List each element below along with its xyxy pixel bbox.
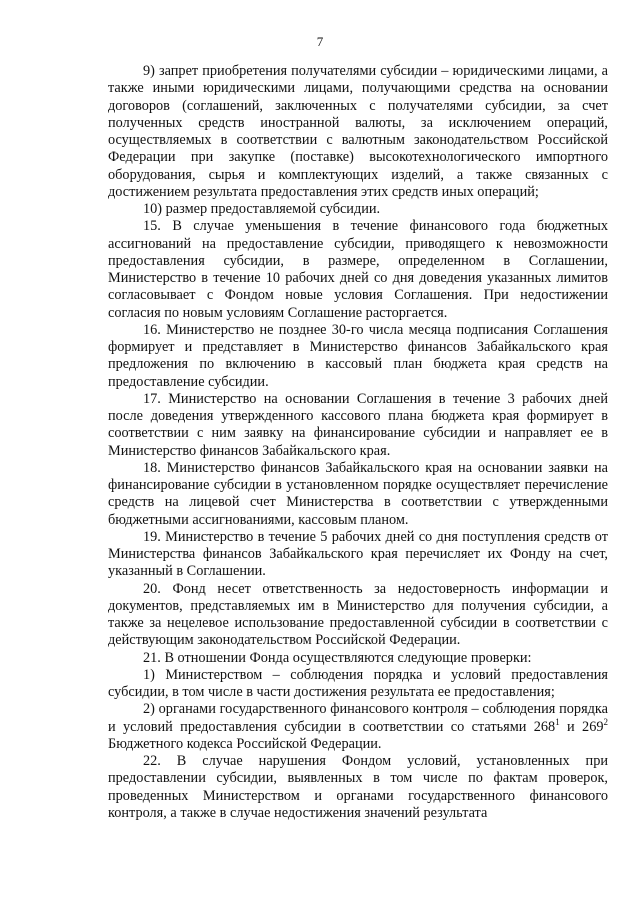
paragraph-21-1-ministry-inspection: 1) Министерством – соблюдения порядка и условий предоставления субсидии, в том числе в части достижения результата ее предоставления; bbox=[108, 666, 608, 700]
article-superscript-2: 2 bbox=[603, 716, 608, 727]
paragraph-16-cash-plan-proposals: 16. Министерство не позднее 30-го числа месяца подписания Соглашения формирует и представляет в Министерство финансов Забайкальского края предложения по включению в кассовый план бюджета края средств на предоставление субсидии. bbox=[108, 321, 608, 390]
article-superscript-1: 1 bbox=[555, 716, 560, 727]
paragraph-15-budget-reduction: 15. В случае уменьшения в течение финансового года бюджетных ассигнований на предоставление субсидии, приводящего к невозможности предоставления субсидии, в размере, определенном в Соглашении, Министерство в течение 10 рабочих дней со дня доведения указанных лимитов согласовывает с Фондом новые условия Соглашения. При недостижении согласия по новым условиям Соглашение расторгается. bbox=[108, 218, 608, 321]
paragraph-text-before: 2) органами государственного финансового контроля – соблюдения порядка и условий предоставления субсидии в соответствии со статьями 268 bbox=[108, 701, 608, 735]
page-number: 7 bbox=[316, 34, 324, 49]
paragraph-10-subsidy-amount: 10) размер предоставляемой субсидии. bbox=[143, 201, 381, 217]
document-body bbox=[108, 63, 608, 822]
paragraph-20-fund-responsibility: 20. Фонд несет ответственность за недостоверность информации и документов, представляемых им в Министерство для получения субсидии, а также за нецелевое использование предоставленной субсидии в соответствии с действующим законодательством Российской Федерации. bbox=[108, 580, 608, 649]
paragraph-19-transfer-to-fund: 19. Министерство в течение 5 рабочих дней со дня поступления средств от Министерства финансов Забайкальского края перечисляет их Фонду на счет, указанный в Соглашении. bbox=[108, 528, 608, 580]
paragraph-18-funds-transfer: 18. Министерство финансов Забайкальского края на основании заявки на финансирование субсидии в установленном порядке осуществляет перечисление средств на лицевой счет Министерства в соответствии с утвержденными бюджетными ассигнованиями, кассовым планом. bbox=[108, 459, 608, 528]
paragraph-17-funding-request: 17. Министерство на основании Соглашения в течение 3 рабочих дней после доведения утвержденного кассового плана бюджета края формирует в соответствии с ним заявку на финансирование субсидии и направляет ее в Министерство финансов Забайкальского края. bbox=[108, 390, 608, 459]
paragraph-21-inspections: 21. В отношении Фонда осуществляются следующие проверки: bbox=[143, 649, 532, 666]
paragraph-text-middle: и 269 bbox=[559, 718, 604, 735]
paragraph-21-2-state-control-inspection bbox=[108, 701, 608, 753]
paragraph-9-foreign-currency-ban: 9) запрет приобретения получателями субсидии – юридическими лицами, а также иными юридическими лицами, получающими средства на основании договоров (соглашений, заключенных с получателями субсидии, за счет полученных средств иностранной валюты, за исключением операций, осуществляемых в соответствии с валютным законодательством Российской Федерации при закупке (поставке) высокотехнологического импортного оборудования, сырья и комплектующих изделий, а также связанных с достижением результата предоставления этих средств иных операций; bbox=[108, 63, 608, 200]
paragraph-22-violations: 22. В случае нарушения Фондом условий, установленных при предоставлении субсидии, выявленных в том числе по фактам проверок, проведенных Министерством и органами государственного финансового контроля, а также в случае недостижения значений результата bbox=[108, 753, 608, 821]
paragraph-text-after: Бюджетного кодекса Российской Федерации. bbox=[108, 735, 382, 752]
